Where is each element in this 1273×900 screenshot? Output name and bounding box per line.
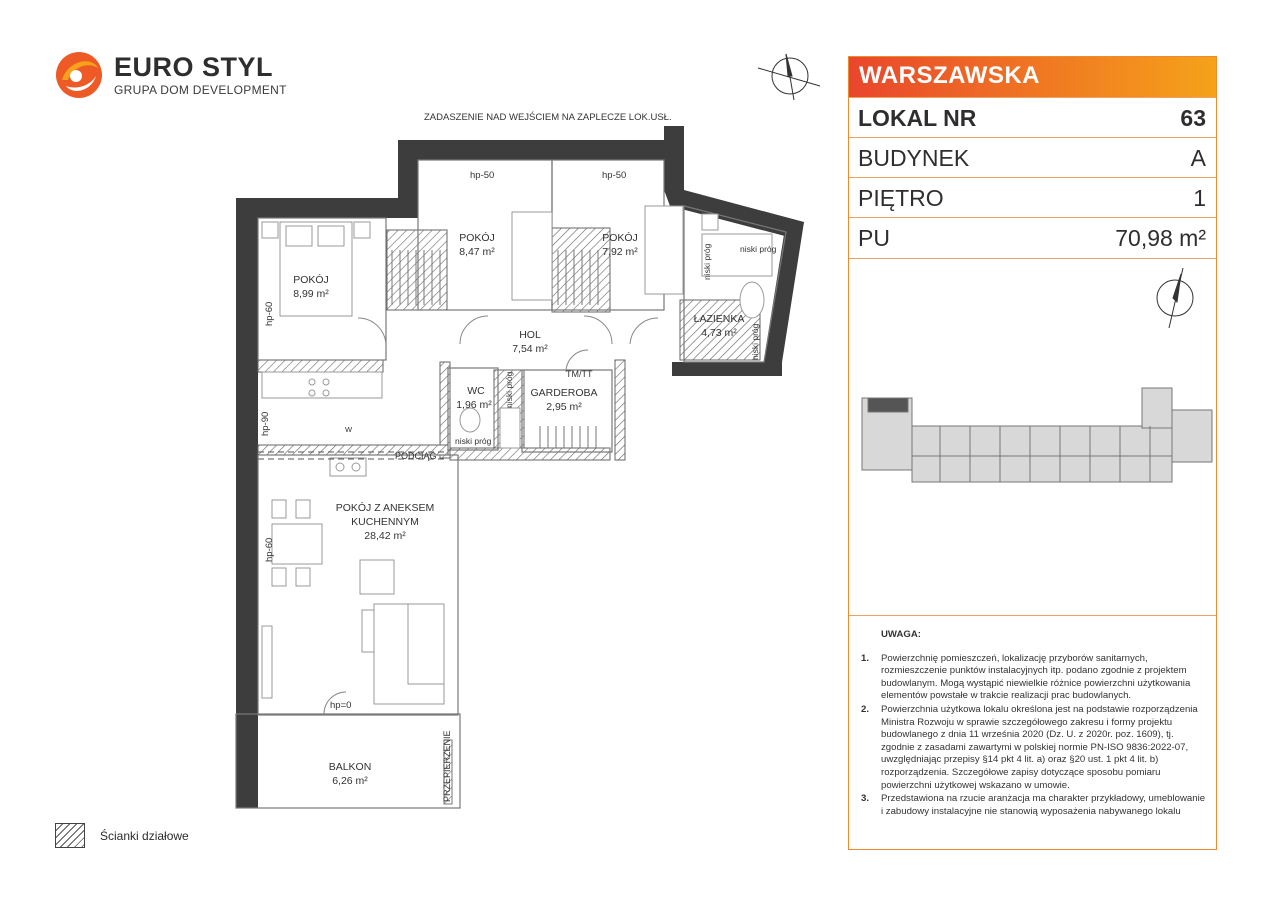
- compass-icon: [758, 54, 820, 100]
- room-name-salon-2: KUCHENNYM: [351, 516, 419, 528]
- note-number: 2.: [861, 703, 870, 715]
- threshold-label: niski próg: [455, 436, 492, 446]
- info-value: 70,98 m²: [1115, 225, 1206, 251]
- notes-title: UWAGA:: [881, 629, 921, 640]
- room-name-pokoj-1: POKÓJ: [293, 274, 329, 286]
- note-text: Powierzchnię pomieszczeń, lokalizację przyborów sanitarnych, rozmieszczenie punktów instalacyjnych itp. podano zgodnie z projektem budowlanym. Mogą wystąpić niewielkie różnice powierzchni użytkowania elementów powstałe w trakcie realizacji prac budowlanych.: [881, 652, 1191, 702]
- brand-name: EURO STYL: [114, 52, 274, 82]
- note-item: [861, 653, 1206, 703]
- brand-subtitle: GRUPA DOM DEVELOPMENT: [114, 83, 287, 97]
- brand-logo-icon: [54, 50, 104, 100]
- info-key: PIĘTRO: [858, 185, 944, 211]
- investment-name: WARSZAWSKA: [859, 62, 1040, 89]
- room-area-lazienka: 4,73 m²: [701, 327, 737, 339]
- ventilation-label: TM/TT: [566, 369, 593, 379]
- room-area-pokoj-1: 8,99 m²: [293, 288, 329, 300]
- info-value: A: [1190, 145, 1206, 171]
- room-area-balkon: 6,26 m²: [332, 775, 368, 787]
- info-key: PU: [858, 225, 890, 251]
- room-area-pokoj-2: 8,47 m²: [459, 246, 495, 258]
- info-row-building: [849, 137, 1216, 177]
- room-name-pokoj-3: POKÓJ: [602, 232, 638, 244]
- notes-block: [861, 629, 1206, 819]
- room-area-garderoba: 2,95 m²: [546, 401, 582, 413]
- room-name-wc: WC: [467, 385, 485, 397]
- room-name-pokoj-2: POKÓJ: [459, 232, 495, 244]
- brand-logo: [54, 50, 287, 102]
- info-row-area: [849, 217, 1216, 259]
- threshold-label: niski próg: [750, 323, 760, 360]
- partition-label: PRZEPIERZENIE: [442, 730, 452, 802]
- info-value: 1: [1193, 185, 1206, 211]
- note-text: Powierzchnia użytkowa lokalu określona jest na podstawie rozporządzenia Ministra Rozwoju w sprawie szczegółowego zakresu i formy projektu budowlanego z dnia 11 września 2020 (Dz. U. z 2020r. poz. 1609), tj. zgodnie z zasadami zawartymi w polskiej normie PN-ISO 9836:2022-07, uwzględniając przepisy §14 pkt 4 lit. a) oraz §20 ust. 1 pkt 4 lit. b) rozporządzenia. Szczegółowe zapisy dotyczące sposobu pomiaru powierzchni użytkowej wskazano w umowie.: [881, 703, 1198, 791]
- notes-divider: [849, 615, 1216, 616]
- window-label: hp-60: [264, 301, 275, 326]
- threshold-label: niski próg: [702, 243, 712, 280]
- threshold-label: niski próg: [740, 244, 777, 254]
- w-label: W: [345, 425, 353, 434]
- info-panel: [848, 56, 1217, 850]
- room-area-hol: 7,54 m²: [512, 343, 548, 355]
- threshold-label: niski próg: [504, 371, 514, 408]
- room-name-balkon: BALKON: [328, 761, 372, 773]
- legend-label: Ścianki działowe: [100, 829, 189, 843]
- room-area-salon: 28,42 m²: [364, 530, 406, 542]
- info-key: LOKAL NR: [858, 105, 977, 131]
- note-text: Przedstawiona na rzucie aranżacja ma charakter przykładowy, umeblowanie i zabudowy instalacyjne nie stanowią wyposażenia nabywanego lokalu: [881, 793, 1206, 817]
- note-number: 3.: [861, 793, 870, 805]
- room-name-hol: HOL: [519, 329, 541, 341]
- room-area-pokoj-3: 7,92 m²: [602, 246, 638, 258]
- room-area-wc: 1,96 m²: [456, 399, 492, 411]
- window-label: hp=0: [330, 700, 352, 711]
- window-label: hp-50: [602, 170, 627, 181]
- window-label: hp-90: [260, 411, 271, 436]
- investment-header: [849, 57, 1216, 97]
- note-item: [861, 793, 1206, 818]
- info-row-floor: [849, 177, 1216, 217]
- window-label: hp-60: [264, 537, 275, 562]
- info-row-unit: [849, 97, 1216, 137]
- info-key: BUDYNEK: [858, 145, 970, 171]
- note-item: [861, 704, 1206, 792]
- room-name-salon-1: POKÓJ Z ANEKSEM: [335, 502, 435, 514]
- legend: [55, 823, 255, 851]
- info-value: 63: [1180, 105, 1206, 131]
- loft-label: PODCIĄG: [395, 451, 437, 461]
- room-name-lazienka: ŁAZIENKA: [693, 313, 745, 325]
- window-label: hp-50: [470, 170, 495, 181]
- hatch-swatch-icon: [55, 823, 85, 848]
- note-number: 1.: [861, 652, 870, 664]
- canopy-note: ZADASZENIE NAD WEJŚCIEM NA ZAPLECZE LOK.USŁ.: [424, 112, 672, 123]
- room-name-garderoba: GARDEROBA: [530, 387, 598, 399]
